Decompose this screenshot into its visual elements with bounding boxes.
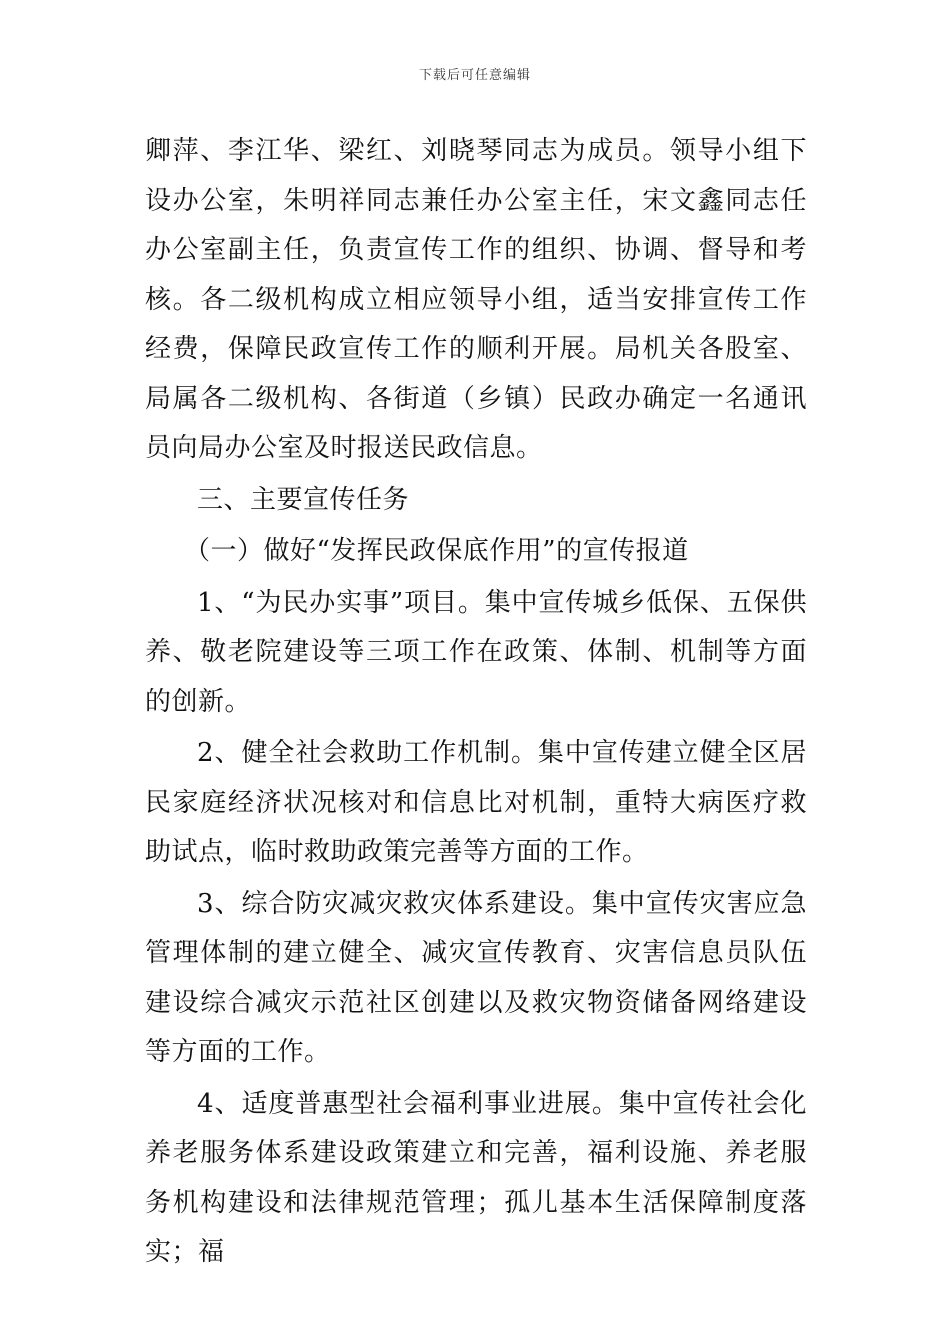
paragraph-leadership-members: 卿萍、李江华、梁红、刘晓琴同志为成员。领导小组下设办公室，朱明祥同志兼任办公室主任，宋文鑫同志任办公室副主任，负责宣传工作的组织、协调、督导和考核。各二级机构成立相应领导小组，适当安排宣传工作经费，保障民政宣传工作的顺利开展。局机关各股室、局属各二级机构、各街道（乡镇）民政办确定一名通讯员向局办公室及时报送民政信息。	[145, 136, 807, 463]
paragraph-item-1: 1、“为民办实事”项目。集中宣传城乡低保、五保供养、敬老院建设等三项工作在政策、体制、机制等方面的创新。	[145, 587, 807, 717]
paragraph-item-3: 3、综合防灾减灾救灾体系建设。集中宣传灾害应急管理体制的建立健全、减灾宣传教育、灾害信息员队伍建设综合减灾示范社区创建以及救灾物资储备网络建设等方面的工作。	[145, 888, 807, 1067]
document-body	[145, 127, 807, 1278]
paragraph-item-4: 4、适度普惠型社会福利事业进展。集中宣传社会化养老服务体系建设政策建立和完善，福利设施、养老服务机构建设和法律规范管理；孤儿基本生活保障制度落实；福	[145, 1088, 807, 1267]
paragraph-item-2: 2、健全社会救助工作机制。集中宣传建立健全区居民家庭经济状况核对和信息比对机制，重特大病医疗救助试点，临时救助政策完善等方面的工作。	[145, 738, 807, 867]
page-header-note: 下载后可任意编辑	[418, 68, 531, 83]
subsection-heading-1: （一）做好“发挥民政保底作用”的宣传报道	[184, 536, 689, 566]
section-heading-main-tasks: 三、主要宣传任务	[197, 484, 410, 515]
